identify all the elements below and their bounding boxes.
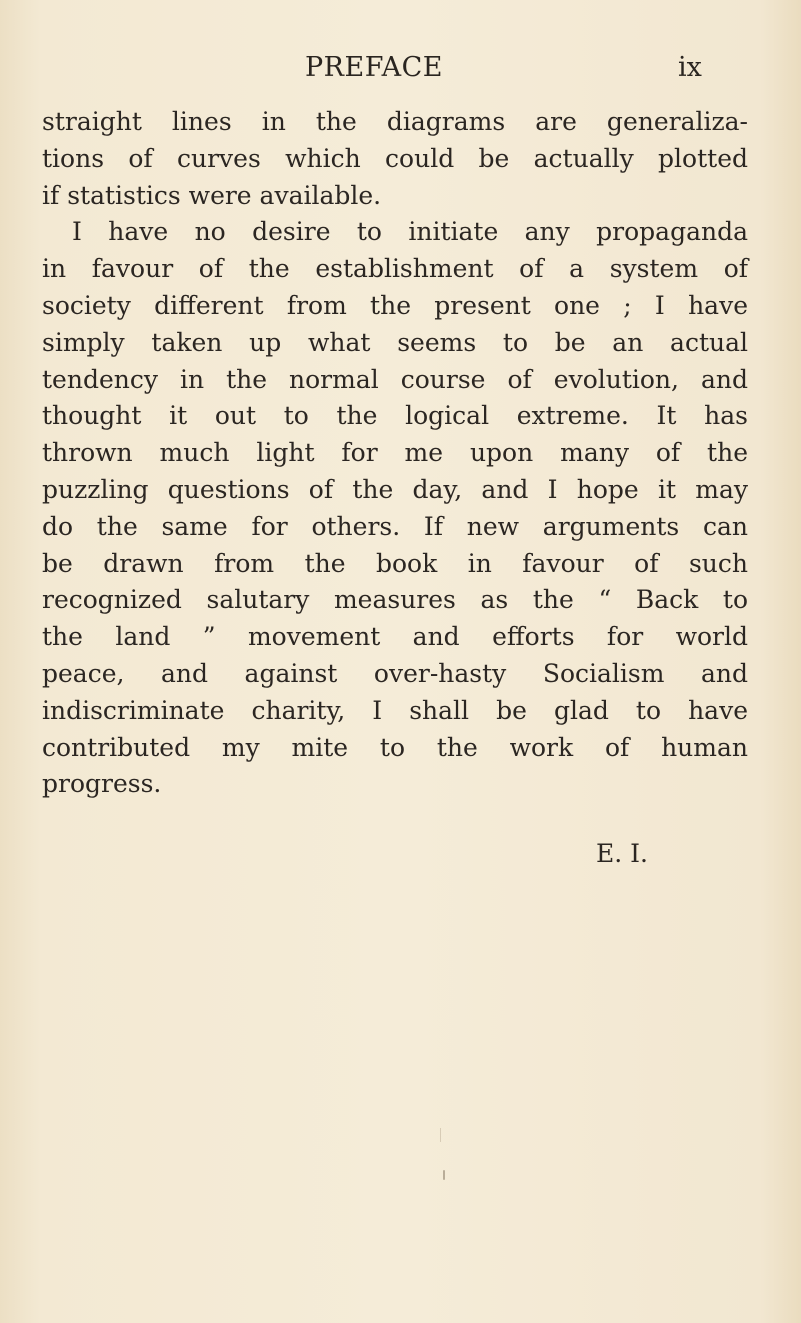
text-line: in favour of the establishment of a system of	[42, 254, 748, 284]
text-line: be drawn from the book in favour of such	[42, 548, 748, 578]
text-line: thought it out to the logical extreme. It has	[42, 401, 748, 431]
paper-mark	[443, 1170, 445, 1180]
text-line: do the same for others. If new arguments can	[42, 511, 748, 541]
text-line: society different from the present one ; I have	[42, 290, 748, 320]
text-line: progress.	[42, 769, 162, 799]
text-line: thrown much light for me upon many of the	[42, 438, 748, 468]
running-title: PREFACE	[305, 52, 443, 83]
text-line: peace, and against over-hasty Socialism and	[42, 658, 748, 688]
text-line: if statistics were available.	[42, 180, 382, 210]
text-line: straight lines in the diagrams are generaliza-	[42, 107, 748, 136]
page-header	[0, 50, 801, 94]
text-line: recognized salutary measures as the “ Back to	[42, 585, 748, 615]
preface-text	[42, 104, 748, 803]
page-number: ix	[678, 52, 702, 83]
text-line: indiscriminate charity, I shall be glad to have	[42, 695, 748, 725]
author-initials: E. I.	[596, 839, 648, 868]
text-line: the land ” movement and efforts for world	[42, 622, 748, 652]
text-line: contributed my mite to the work of human	[42, 732, 748, 762]
text-line: tions of curves which could be actually plotted	[42, 143, 748, 173]
text-line: tendency in the normal course of evolution, and	[42, 364, 748, 394]
text-line: I have no desire to initiate any propaganda	[72, 217, 748, 247]
text-line: puzzling questions of the day, and I hope it may	[42, 474, 748, 504]
paper-mark	[440, 1128, 441, 1142]
text-line: simply taken up what seems to be an actual	[42, 327, 748, 357]
